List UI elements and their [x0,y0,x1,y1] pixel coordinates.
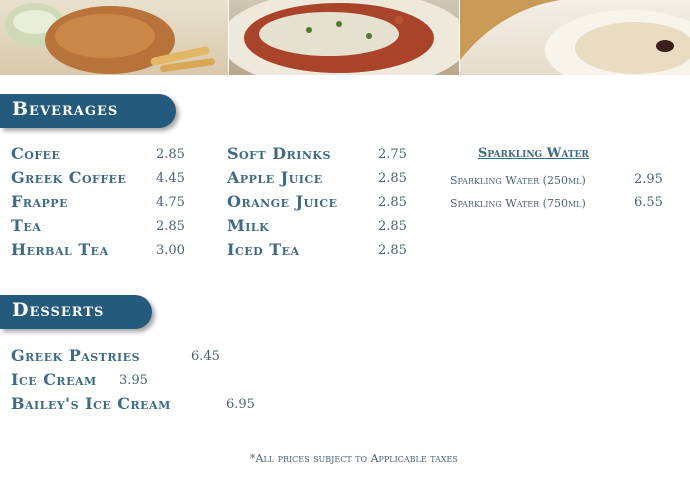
menu-item-price: 4.45 [156,171,185,186]
menu-item-price: 2.75 [378,147,407,162]
menu-item-name: Soft Drinks [227,144,331,163]
menu-item-price: 4.75 [156,195,185,210]
menu-item-price: 2.85 [156,219,185,234]
dessert-item-name: Greek Pastries [11,346,141,365]
menu-item-name: Cofee [11,144,61,163]
sparkling-item-name: Sparkling Water (250ml) [450,174,586,187]
beverages-title: Beverages [12,98,119,120]
menu-item-price: 2.85 [378,195,407,210]
menu-item-price: 2.85 [378,243,407,258]
food-photo-ravioli [460,0,690,75]
sparkling-water-header: Sparkling Water [478,146,589,161]
dessert-item-price: 6.45 [191,349,220,364]
menu-item-price: 2.85 [378,171,407,186]
sparkling-item-price: 6.55 [634,195,663,210]
dessert-item-price: 3.95 [119,373,148,388]
desserts-title: Desserts [12,299,105,321]
dessert-item-name: Ice Cream [11,370,97,389]
menu-item-name: Orange Juice [227,192,338,211]
dessert-item-price: 6.95 [226,397,255,412]
food-photo-pasta [228,0,460,75]
menu-item-price: 2.85 [156,147,185,162]
menu-item-name: Iced Tea [227,240,300,259]
menu-item-name: Greek Coffee [11,168,127,187]
sparkling-item-name: Sparkling Water (750ml) [450,197,586,210]
menu-item-price: 3.00 [156,243,185,258]
price-footnote: *All prices subject to Applicable taxes [250,452,458,465]
food-photo-fried-fish [0,0,228,75]
menu-item-name: Milk [227,216,270,235]
menu-item-name: Tea [11,216,42,235]
menu-item-price: 2.85 [378,219,407,234]
menu-item-name: Frappe [11,192,68,211]
desserts-banner [0,295,152,329]
sparkling-item-price: 2.95 [634,172,663,187]
beverages-banner [0,94,176,128]
dessert-item-name: Bailey's Ice Cream [11,394,171,413]
food-photo-strip [0,0,690,75]
menu-item-name: Apple Juice [227,168,323,187]
menu-item-name: Herbal Tea [11,240,109,259]
